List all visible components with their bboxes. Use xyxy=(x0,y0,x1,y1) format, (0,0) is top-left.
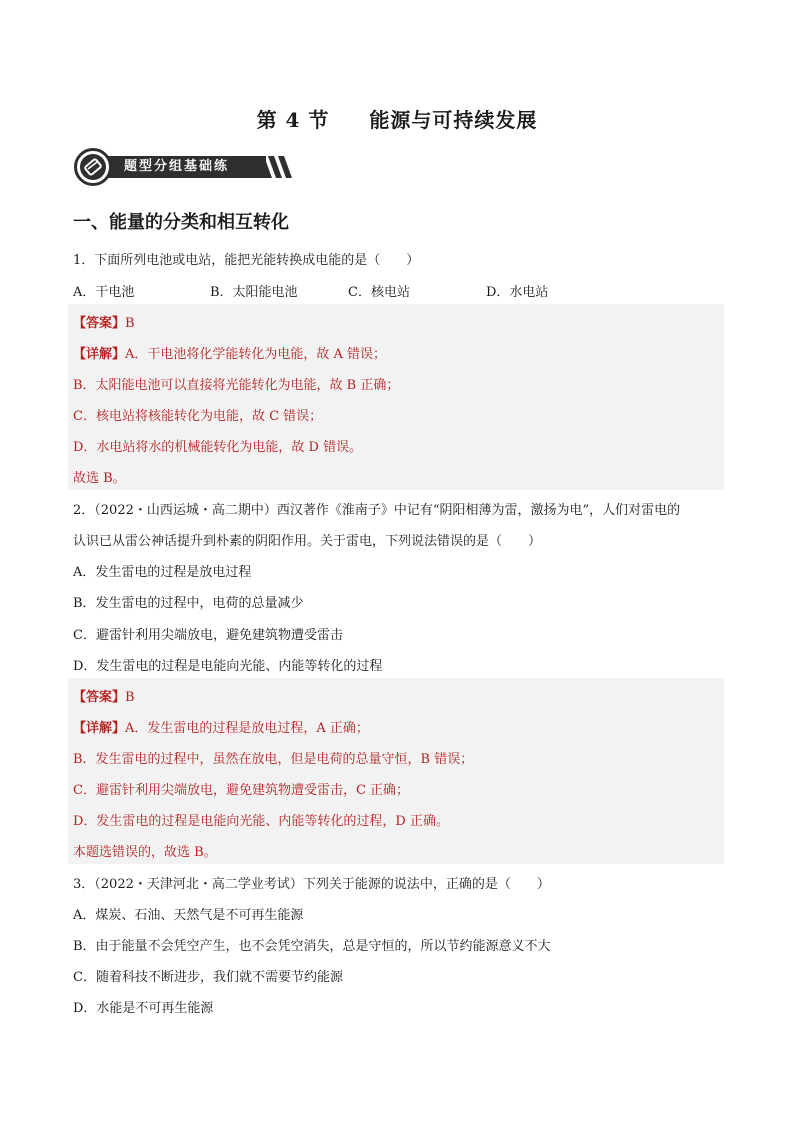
q1-conclusion: 故选 B。 xyxy=(73,471,126,486)
question-3-stem: 3．（2022・天津河北・高二学业考试）下列关于能源的说法中，正确的是（ ） xyxy=(73,877,550,892)
question-2-stem-line2: 认识已从雷公神话提升到朴素的阴阳作用。关于雷电，下列说法错误的是（ ） xyxy=(73,534,542,549)
q3-option-b: B．由于能量不会凭空产生，也不会凭空消失，总是守恒的，所以节约能源意义不大 xyxy=(73,939,551,954)
q2-option-a: A．发生雷电的过程是放电过程 xyxy=(73,565,252,580)
book-icon xyxy=(74,148,112,186)
question-1-answer-box xyxy=(68,304,724,490)
q2-option-d: D．发生雷电的过程是电能向光能、内能等转化的过程 xyxy=(73,659,383,674)
badge-label: 题型分组基础练 xyxy=(96,156,266,178)
answer-tag: 【答案】 xyxy=(73,316,126,331)
q2-detail-d: D．发生雷电的过程是电能向光能、内能等转化的过程，D 正确。 xyxy=(73,814,449,829)
q1-answer xyxy=(73,312,135,331)
question-1-stem: 1．下面所列电池或电站，能把光能转换成电能的是（ ） xyxy=(73,253,420,268)
q1-detail-c: C．核电站将核能转化为电能，故 C 错误； xyxy=(73,409,323,424)
q1-option-b: B．太阳能电池 xyxy=(210,285,298,300)
q2-detail-c: C．避雷针利用尖端放电，避免建筑物遭受雷击，C 正确； xyxy=(73,783,410,798)
exercise-badge xyxy=(74,148,284,186)
q1-detail-a: 【详解】A．干电池将化学能转化为电能，故 A 错误； xyxy=(73,347,387,362)
q1-option-c: C．核电站 xyxy=(348,285,410,300)
section-heading: 一、能量的分类和相互转化 xyxy=(73,212,289,233)
question-2-stem-line1: 2．（2022・山西运城・高二期中）西汉著作《淮南子》中记有“阴阳相薄为雷，激扬为电”，人们对雷电的 xyxy=(73,503,681,518)
detail-tag: 【详解】 xyxy=(73,347,126,362)
section-number: 第 4 节 xyxy=(256,108,330,132)
q1-option-d: D．水电站 xyxy=(486,285,549,300)
q3-option-d: D．水能是不可再生能源 xyxy=(73,1001,214,1016)
q1-option-a: A．干电池 xyxy=(73,285,135,300)
answer-tag: 【答案】 xyxy=(73,690,126,705)
detail-tag: 【详解】 xyxy=(73,721,126,736)
q3-option-a: A．煤炭、石油、天然气是不可再生能源 xyxy=(73,908,304,923)
q2-option-b: B．发生雷电的过程中，电荷的总量减少 xyxy=(73,596,304,611)
q3-option-c: C．随着科技不断进步，我们就不需要节约能源 xyxy=(73,970,343,985)
stripes-decoration xyxy=(254,156,294,178)
q1-detail-d: D．水电站将水的机械能转化为电能，故 D 错误。 xyxy=(73,440,363,455)
question-2-answer-box xyxy=(68,678,724,864)
q2-detail-b: B．发生雷电的过程中，虽然在放电，但是电荷的总量守恒，B 错误； xyxy=(73,752,474,767)
section-title: 能源与可持续发展 xyxy=(369,108,538,132)
answer-value: B xyxy=(125,690,135,705)
q1-detail-b: B．太阳能电池可以直接将光能转化为电能，故 B 正确； xyxy=(73,378,400,393)
answer-value: B xyxy=(125,316,135,331)
q2-conclusion: 本题选错误的，故选 B。 xyxy=(73,845,217,860)
q2-detail-a: 【详解】A．发生雷电的过程是放电过程，A 正确； xyxy=(73,721,369,736)
page-title xyxy=(0,104,794,133)
q2-option-c: C．避雷针利用尖端放电，避免建筑物遭受雷击 xyxy=(73,628,343,643)
q2-answer xyxy=(73,686,135,705)
